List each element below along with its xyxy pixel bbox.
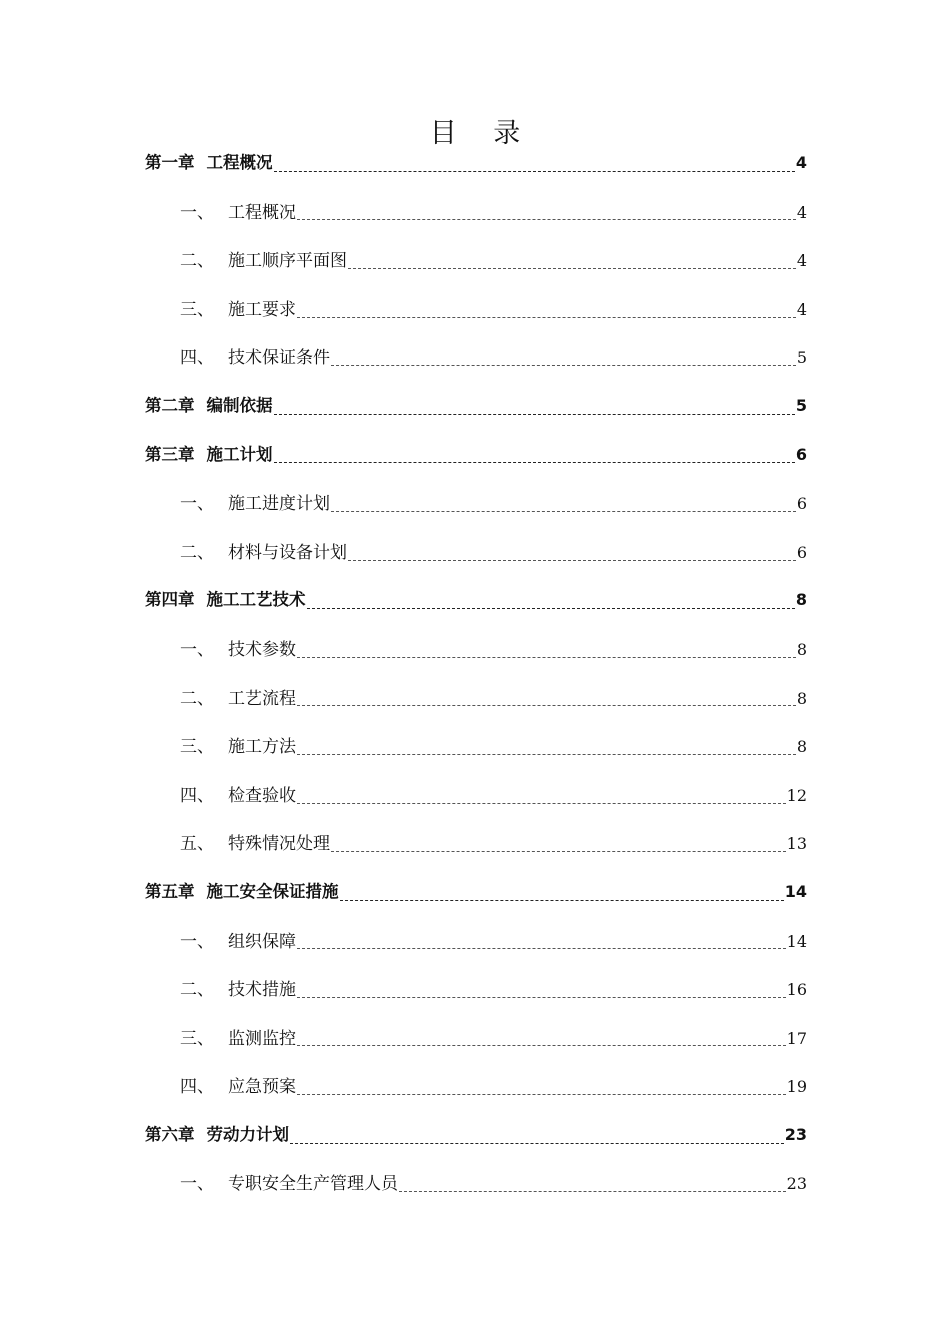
toc-entry-title: 技术措施 [228, 980, 296, 1001]
toc-section-entry[interactable] [145, 821, 807, 870]
toc-dash-leader [297, 754, 796, 755]
toc-page-number: 4 [796, 299, 807, 319]
toc-entry-title: 编制依据 [206, 395, 273, 415]
toc-entry-number: 三、 [180, 299, 214, 320]
toc-entry-title: 施工进度计划 [228, 494, 330, 515]
toc-entry-number: 四、 [180, 1077, 214, 1098]
toc-page-number: 5 [795, 395, 807, 415]
toc-chapter-entry[interactable] [145, 578, 807, 627]
toc-page-number: 14 [786, 931, 807, 951]
toc-entry-title: 技术保证条件 [228, 348, 330, 369]
toc-section-entry[interactable] [145, 190, 807, 239]
toc-section-entry[interactable] [145, 967, 807, 1016]
toc-section-entry[interactable] [145, 1064, 807, 1113]
toc-entry-title: 专职安全生产管理人员 [228, 1174, 398, 1195]
toc-entry-title: 劳动力计划 [206, 1124, 289, 1144]
toc-entry-number: 第六章 [145, 1124, 195, 1144]
toc-dash-leader [297, 1045, 786, 1046]
toc-page-number: 6 [796, 542, 807, 562]
toc-dash-leader [297, 657, 796, 658]
toc-dash-leader [274, 462, 795, 463]
toc-dash-leader [331, 511, 796, 512]
toc-entry-title: 组织保障 [228, 931, 296, 952]
toc-entry-title: 施工顺序平面图 [228, 251, 347, 272]
toc-dash-leader [297, 705, 796, 706]
toc-page-number: 6 [795, 444, 807, 464]
toc-chapter-entry[interactable] [145, 384, 807, 433]
toc-entry-title: 特殊情况处理 [228, 834, 330, 855]
toc-chapter-entry[interactable] [145, 141, 807, 190]
toc-page-number: 4 [796, 202, 807, 222]
toc-entry-number: 一、 [180, 202, 214, 223]
toc-dash-leader [331, 851, 786, 852]
toc-dash-leader [297, 803, 786, 804]
toc-page-number: 8 [796, 688, 807, 708]
toc-entry-title: 材料与设备计划 [228, 542, 347, 563]
toc-entry-title: 应急预案 [228, 1077, 296, 1098]
toc-entry-number: 第三章 [145, 444, 195, 464]
toc-entry-number: 一、 [180, 639, 214, 660]
toc-dash-leader [290, 1143, 784, 1144]
toc-page-number: 14 [784, 881, 807, 901]
toc-section-entry[interactable] [145, 287, 807, 336]
toc-dash-leader [297, 948, 786, 949]
toc-entry-number: 第四章 [145, 590, 195, 610]
toc-entry-number: 一、 [180, 494, 214, 515]
toc-entry-title: 监测监控 [228, 1028, 296, 1049]
toc-entry-title: 检查验收 [228, 785, 296, 806]
toc-section-entry[interactable] [145, 481, 807, 530]
toc-page-number: 5 [796, 348, 807, 368]
toc-chapter-entry[interactable] [145, 870, 807, 919]
toc-entry-number: 二、 [180, 542, 214, 563]
toc-section-entry[interactable] [145, 530, 807, 579]
toc-dash-leader [297, 997, 786, 998]
toc-entry-title: 技术参数 [228, 639, 296, 660]
toc-page-number: 23 [784, 1124, 807, 1144]
toc-entry-number: 四、 [180, 348, 214, 369]
toc-page-number: 8 [796, 639, 807, 659]
toc-page-number: 4 [796, 251, 807, 271]
toc-section-entry[interactable] [145, 1161, 807, 1210]
toc-entry-title: 施工要求 [228, 299, 296, 320]
toc-entry-number: 三、 [180, 737, 214, 758]
table-of-contents [145, 141, 807, 1210]
toc-dash-leader [340, 900, 784, 901]
toc-entry-number: 第二章 [145, 395, 195, 415]
toc-entry-number: 第一章 [145, 153, 195, 172]
toc-entry-title: 施工方法 [228, 737, 296, 758]
toc-page-number: 23 [786, 1174, 807, 1194]
toc-entry-number: 二、 [180, 251, 214, 272]
toc-dash-leader [399, 1191, 786, 1192]
toc-dash-leader [297, 1094, 786, 1095]
toc-section-entry[interactable] [145, 335, 807, 384]
toc-page-number: 4 [795, 153, 807, 172]
toc-section-entry[interactable] [145, 1016, 807, 1065]
toc-dash-leader [297, 219, 796, 220]
toc-entry-title: 工程概况 [228, 202, 296, 223]
toc-section-entry[interactable] [145, 627, 807, 676]
toc-dash-leader [307, 608, 795, 609]
toc-page-number: 13 [786, 834, 807, 854]
toc-page-number: 12 [786, 785, 807, 805]
toc-entry-title: 工程概况 [206, 153, 273, 172]
toc-entry-title: 施工工艺技术 [206, 590, 306, 610]
toc-entry-number: 五、 [180, 834, 214, 855]
toc-page-number: 6 [796, 494, 807, 514]
toc-section-entry[interactable] [145, 724, 807, 773]
toc-page-number: 16 [786, 980, 807, 1000]
toc-page-number: 8 [796, 737, 807, 757]
toc-entry-number: 四、 [180, 785, 214, 806]
toc-dash-leader [331, 365, 796, 366]
toc-entry-title: 施工计划 [206, 444, 273, 464]
page-title: 目 录 [429, 118, 535, 149]
toc-entry-number: 第五章 [145, 881, 195, 901]
toc-dash-leader [297, 317, 796, 318]
toc-entry-number: 二、 [180, 980, 214, 1001]
toc-dash-leader [274, 171, 795, 172]
toc-dash-leader [348, 560, 796, 561]
toc-entry-number: 二、 [180, 688, 214, 709]
toc-entry-number: 三、 [180, 1028, 214, 1049]
toc-chapter-entry[interactable] [145, 433, 807, 482]
toc-entry-number: 一、 [180, 931, 214, 952]
toc-section-entry[interactable] [145, 238, 807, 287]
toc-entry-number: 一、 [180, 1174, 214, 1195]
toc-page-number: 19 [786, 1077, 807, 1097]
toc-page-number: 8 [795, 590, 807, 610]
toc-section-entry[interactable] [145, 676, 807, 725]
toc-dash-leader [348, 268, 796, 269]
toc-page-number: 17 [786, 1028, 807, 1048]
toc-entry-title: 施工安全保证措施 [206, 881, 339, 901]
toc-section-entry[interactable] [145, 919, 807, 968]
toc-dash-leader [274, 414, 795, 415]
toc-section-entry[interactable] [145, 773, 807, 822]
toc-chapter-entry[interactable] [145, 1113, 807, 1162]
toc-entry-title: 工艺流程 [228, 688, 296, 709]
